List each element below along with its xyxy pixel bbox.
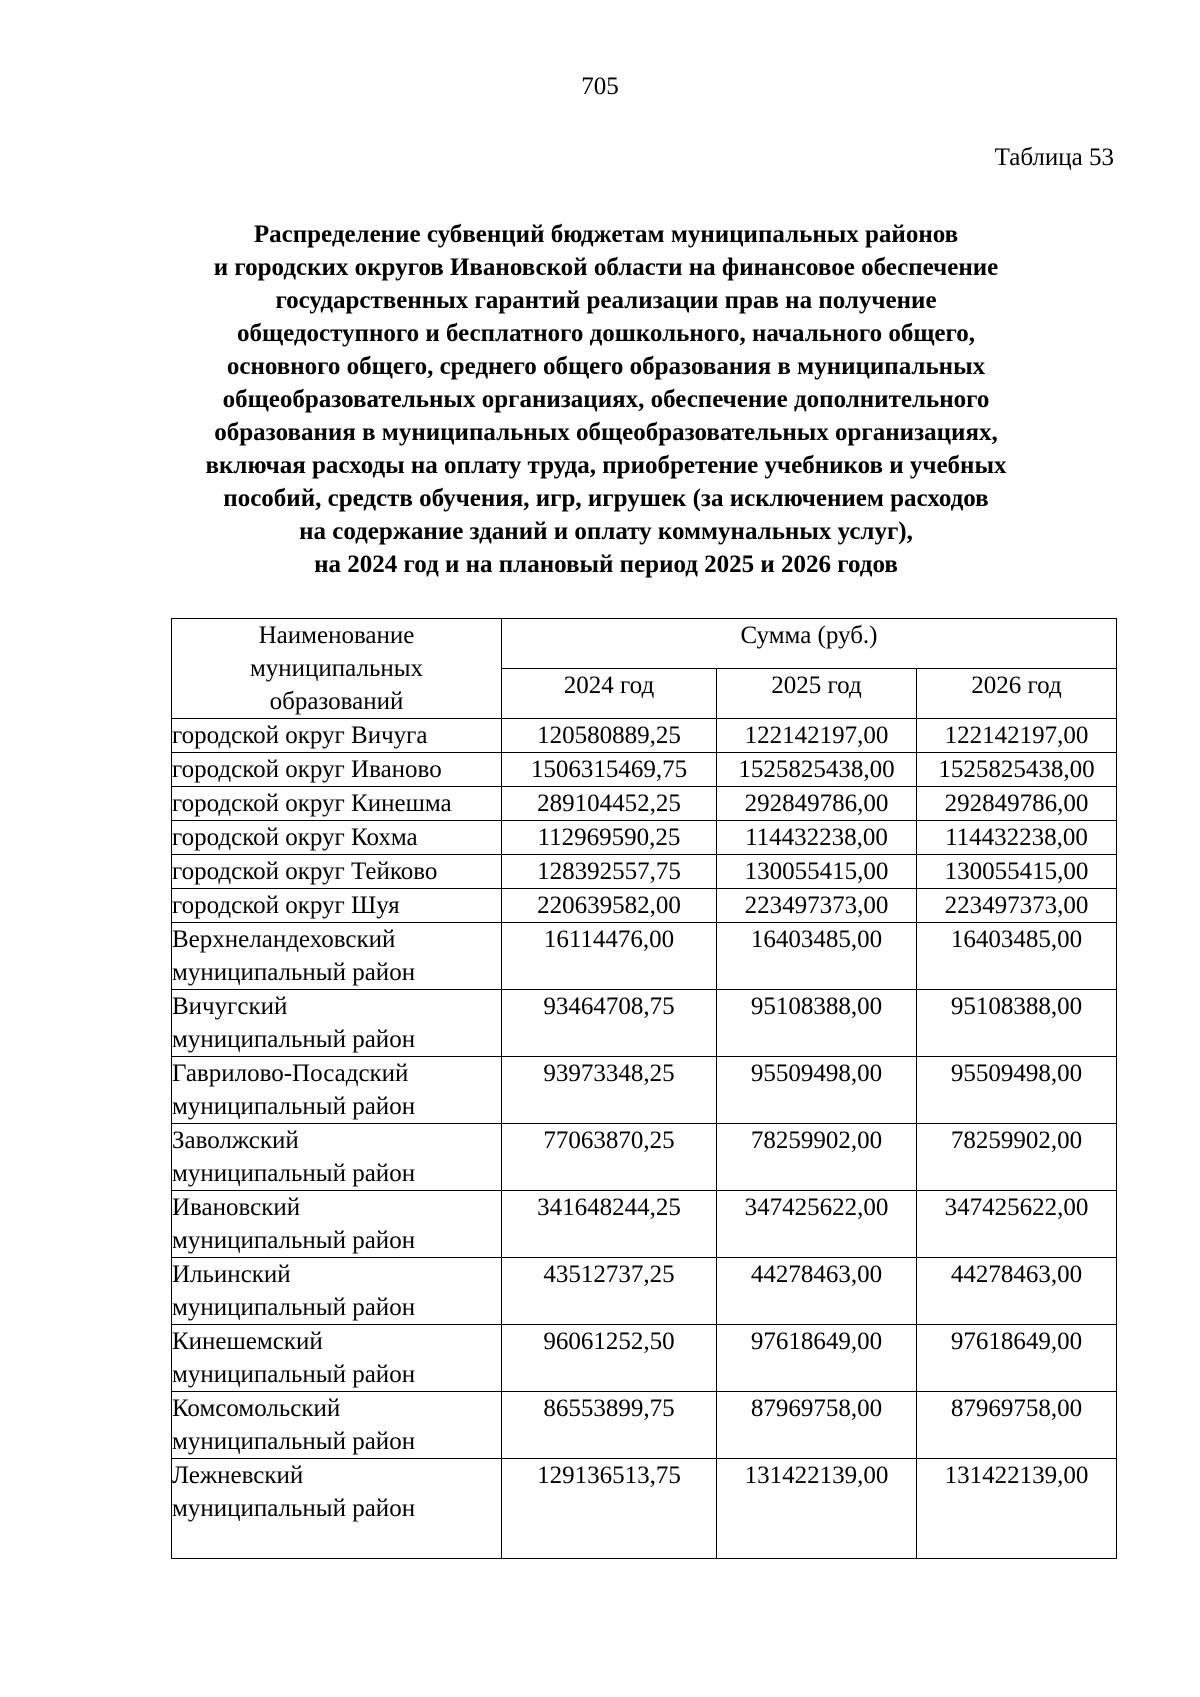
title-line: пособий, средств обучения, игр, игрушек (за исключением расходов — [223, 485, 989, 512]
amount-2024: 341648244,25 — [502, 1191, 717, 1258]
amount-2025: 95108388,00 — [717, 990, 917, 1057]
municipality-name-line: муниципальный район — [172, 1294, 416, 1321]
amount-2024: 16114476,00 — [502, 923, 717, 990]
municipality-name-line: муниципальный район — [172, 1428, 416, 1455]
table-row — [172, 1191, 1117, 1258]
amount-2026: 114432238,00 — [917, 821, 1117, 855]
amount-2024: 96061252,50 — [502, 1325, 717, 1392]
amount-2024: 43512737,25 — [502, 1258, 717, 1325]
amount-2025: 95509498,00 — [717, 1057, 917, 1124]
table-row — [172, 923, 1117, 990]
title-line: общедоступного и бесплатного дошкольного, начального общего, — [236, 320, 976, 347]
municipality-name-line: Лежневский — [172, 1462, 304, 1489]
amount-2025: 114432238,00 — [717, 821, 917, 855]
amount-2026: 44278463,00 — [917, 1258, 1117, 1325]
municipality-name-line: муниципальный район — [172, 1160, 416, 1187]
municipality-name-line: Заволжский — [172, 1127, 299, 1154]
municipality-name — [172, 719, 502, 753]
header-name-line: образований — [269, 688, 404, 715]
amount-2026: 95108388,00 — [917, 990, 1117, 1057]
table-row — [172, 990, 1117, 1057]
amount-2025: 347425622,00 — [717, 1191, 917, 1258]
municipality-name-line: Вичугский — [172, 993, 288, 1020]
title-line: на 2024 год и на плановый период 2025 и 2026 годов — [314, 551, 898, 578]
table-label: Таблица 53 — [994, 144, 1114, 171]
municipality-name-line: городской округ Тейково — [172, 858, 438, 885]
amount-2026: 97618649,00 — [917, 1325, 1117, 1392]
municipality-name — [172, 889, 502, 923]
title-line: Распределение субвенций бюджетам муниципальных районов — [253, 221, 959, 248]
municipality-name — [172, 855, 502, 889]
title-line: на содержание зданий и оплату коммунальных услуг), — [299, 518, 913, 545]
header-row — [172, 619, 1117, 669]
municipality-name — [172, 787, 502, 821]
municipality-name — [172, 1392, 502, 1459]
amount-2026: 130055415,00 — [917, 855, 1117, 889]
amount-2025: 44278463,00 — [717, 1258, 917, 1325]
table-row — [172, 1124, 1117, 1191]
municipality-name-line: Комсомольский — [172, 1395, 341, 1422]
municipality-name-line: Гаврилово-Посадский — [172, 1060, 409, 1087]
municipality-name-line: муниципальный район — [172, 1495, 416, 1522]
header-year-2025: 2025 год — [717, 669, 917, 719]
municipality-name — [172, 1258, 502, 1325]
title-line: образования в муниципальных общеобразовательных организациях, — [214, 419, 998, 446]
table-row — [172, 787, 1117, 821]
municipality-name-line: Ивановский — [172, 1194, 301, 1221]
amount-2024: 289104452,25 — [502, 787, 717, 821]
amount-2026: 78259902,00 — [917, 1124, 1117, 1191]
table-row — [172, 1392, 1117, 1459]
title-line: основного общего, среднего общего образования в муниципальных — [226, 353, 986, 380]
amount-2025: 16403485,00 — [717, 923, 917, 990]
municipality-name — [172, 821, 502, 855]
amount-2026: 95509498,00 — [917, 1057, 1117, 1124]
municipality-name-line: городской округ Шуя — [172, 892, 400, 919]
amount-2026: 122142197,00 — [917, 719, 1117, 753]
municipality-name-line: муниципальный район — [172, 959, 416, 986]
table-row — [172, 855, 1117, 889]
table-row — [172, 1057, 1117, 1124]
amount-2024: 86553899,75 — [502, 1392, 717, 1459]
table-row — [172, 1325, 1117, 1392]
amount-2024: 120580889,25 — [502, 719, 717, 753]
amount-2025: 131422139,00 — [717, 1459, 917, 1559]
amount-2024: 93973348,25 — [502, 1057, 717, 1124]
amount-2024: 112969590,25 — [502, 821, 717, 855]
title-line: и городских округов Ивановской области на финансовое обеспечение — [213, 254, 999, 281]
header-name-line: муниципальных — [249, 655, 424, 682]
municipality-name-line: муниципальный район — [172, 1026, 416, 1053]
amount-2024: 93464708,75 — [502, 990, 717, 1057]
title-line: общеобразовательных организациях, обеспечение дополнительного — [222, 386, 990, 413]
table-row — [172, 719, 1117, 753]
amount-2025: 130055415,00 — [717, 855, 917, 889]
header-name-line: Наименование — [258, 622, 415, 649]
page-number: 705 — [581, 73, 619, 100]
municipality-name-line: муниципальный район — [172, 1227, 416, 1254]
municipality-name — [172, 923, 502, 990]
amount-2024: 128392557,75 — [502, 855, 717, 889]
amount-2024: 129136513,75 — [502, 1459, 717, 1559]
table-row — [172, 1258, 1117, 1325]
amount-2026: 16403485,00 — [917, 923, 1117, 990]
table-row — [172, 1459, 1117, 1559]
amount-2025: 87969758,00 — [717, 1392, 917, 1459]
table-body — [172, 719, 1117, 1559]
amount-2025: 97618649,00 — [717, 1325, 917, 1392]
municipality-name — [172, 1459, 502, 1559]
municipality-name — [172, 1191, 502, 1258]
title-line: включая расходы на оплату труда, приобретение учебников и учебных — [205, 452, 1007, 479]
header-sum: Сумма (руб.) — [502, 619, 1117, 669]
municipality-name-line: муниципальный район — [172, 1361, 416, 1388]
municipality-name-line: городской округ Иваново — [172, 756, 442, 783]
amount-2026: 1525825438,00 — [917, 753, 1117, 787]
subvention-table — [171, 618, 1117, 1559]
municipality-name-line: городской округ Вичуга — [172, 722, 428, 749]
amount-2026: 292849786,00 — [917, 787, 1117, 821]
title-line: государственных гарантий реализации прав на получение — [275, 287, 937, 314]
table-row — [172, 889, 1117, 923]
amount-2025: 292849786,00 — [717, 787, 917, 821]
municipality-name-line: муниципальный район — [172, 1093, 416, 1120]
municipality-name-line: Кинешемский — [172, 1328, 323, 1355]
amount-2026: 131422139,00 — [917, 1459, 1117, 1559]
municipality-name — [172, 1325, 502, 1392]
amount-2026: 223497373,00 — [917, 889, 1117, 923]
amount-2025: 78259902,00 — [717, 1124, 917, 1191]
municipality-name — [172, 1057, 502, 1124]
table-row — [172, 821, 1117, 855]
header-name — [172, 619, 502, 719]
municipality-name-line: городской округ Кинешма — [172, 790, 452, 817]
header-year-2026: 2026 год — [917, 669, 1117, 719]
table-row — [172, 753, 1117, 787]
document-title — [150, 218, 1062, 581]
header-year-2024: 2024 год — [502, 669, 717, 719]
municipality-name-line: городской округ Кохма — [172, 824, 418, 851]
amount-2026: 347425622,00 — [917, 1191, 1117, 1258]
amount-2024: 77063870,25 — [502, 1124, 717, 1191]
municipality-name — [172, 990, 502, 1057]
municipality-name-line: Ильинский — [172, 1261, 291, 1288]
amount-2025: 223497373,00 — [717, 889, 917, 923]
municipality-name-line: Верхнеландеховский — [172, 926, 396, 953]
amount-2024: 1506315469,75 — [502, 753, 717, 787]
municipality-name — [172, 753, 502, 787]
amount-2025: 1525825438,00 — [717, 753, 917, 787]
amount-2026: 87969758,00 — [917, 1392, 1117, 1459]
amount-2024: 220639582,00 — [502, 889, 717, 923]
amount-2025: 122142197,00 — [717, 719, 917, 753]
municipality-name — [172, 1124, 502, 1191]
